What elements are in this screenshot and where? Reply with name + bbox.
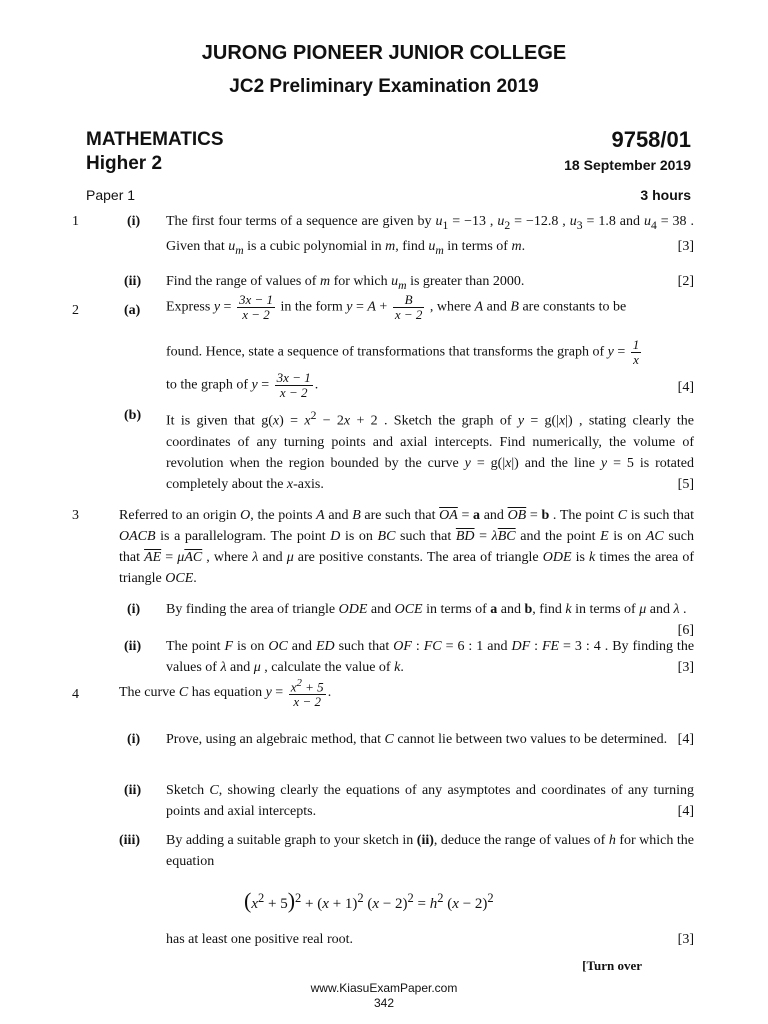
marks: [3] xyxy=(677,932,694,947)
question-text: to the graph of y = $\frac{3x - 1}{x - 2}$ . [4] xyxy=(166,370,694,400)
question-text-tail: has at least one positive real root. xyxy=(166,932,353,947)
question-text: Express y = $\frac{3x - 1}{x - 2}$ in the form y = A + $\frac{B}{x - 2}$ , where A and B are constants to be xyxy=(166,292,627,322)
question-text: The first four terms of a sequence are given by $u_1 = -13$ , $u_2 = -12.8$ , $u_3 = 1.8$ and $u_4 = 38$ . Given that $u_m$ is a cubic polynomial in m, find $u_m$ in terms of m. [3] xyxy=(166,214,694,257)
part-label: (b) xyxy=(124,408,142,423)
question-text xyxy=(166,929,694,950)
level: Higher 2 xyxy=(86,153,163,174)
question-text: The point F is on OC and ED such that OF : FC = 6 : 1 and DF : FE = 3 : 4 . By finding the values of λ and μ , calculate the value of k. [3] xyxy=(166,636,694,678)
subject: MATHEMATICS xyxy=(86,129,224,150)
school-name: JURONG PIONEER JUNIOR COLLEGE xyxy=(201,42,567,64)
turn-over: [Turn over xyxy=(582,958,642,973)
marks: [4] xyxy=(677,380,694,395)
question-text: By adding a suitable graph to your sketch in (ii), deduce the range of values of h for which the equation xyxy=(166,833,694,869)
part-label: (i) xyxy=(127,214,141,229)
part-label: (ii) xyxy=(124,783,142,798)
equation: $(x^2 + 5)^2 + (x + 1)^2$ $(x - 2)^2 = h^2$ $(x - 2)^2$ xyxy=(244,888,494,913)
page-number: 342 xyxy=(373,996,395,1010)
marks: [2] xyxy=(677,274,694,289)
question-number: 1 xyxy=(72,214,79,229)
paper-number: Paper 1 xyxy=(86,187,136,203)
marks: [4] xyxy=(677,732,694,747)
question-text: It is given that $g(x) = x^2 - 2x + 2$ . Sketch the graph of y = g(|x|) , stating clearly the coordinates of any turning points and axial intercepts. Find numerically, the volume of revolution when the region bounded by the curve y = g(|x|) and the line y = 5 is rotated completely about the x-axis. [5] xyxy=(166,405,694,495)
question-text: By finding the area of triangle ODE and OCE in terms of a and b, find k in terms of μ and λ . [6] xyxy=(166,599,694,641)
duration: 3 hours xyxy=(640,187,691,203)
question-text: Sketch C, showing clearly the equations of any asymptotes and coordinates of any turning points and axial intercepts. [4] xyxy=(166,780,694,822)
part-label: (ii) xyxy=(124,274,142,289)
question-text: Find the range of values of m for which $u_m$ is greater than 2000. [2] xyxy=(166,271,694,296)
question-text: Referred to an origin O, the points A and B are such that $\overline{OA} = a$ and $\overline{OB} = b$ . The point C is such that OACB is a parallelogram. The point D is on BC such that $\overline{BD} = \lambda\overline{BC}$ and the point E is on AC such that $\overline{AE} = \mu\overline{AC}$ , where λ and μ are positive constants. The area of triangle ODE is k times the area of triangle OCE. xyxy=(119,508,695,586)
question-number: 4 xyxy=(72,687,79,702)
marks: [3] xyxy=(677,238,694,254)
marks: [3] xyxy=(677,660,694,675)
exam-date: 18 September 2019 xyxy=(564,157,691,173)
paper-code: 9758/01 xyxy=(611,127,691,152)
marks: [6] xyxy=(677,623,694,638)
question-text: The curve C has equation y = $\frac{x^2 + 5}{x - 2}$ . xyxy=(119,677,332,710)
marks: [5] xyxy=(677,476,694,492)
website: www.KiasuExamPaper.com xyxy=(310,981,458,995)
marks: [4] xyxy=(677,804,694,819)
question-text: Prove, using an algebraic method, that C cannot lie between two values to be determined. [4] xyxy=(166,729,694,750)
part-label: (i) xyxy=(127,732,141,747)
part-label: (iii) xyxy=(119,833,140,848)
part-label: (ii) xyxy=(124,639,142,654)
part-label: (a) xyxy=(124,303,141,318)
question-text: found. Hence, state a sequence of transformations that transforms the graph of y = $\frac{1}{x}$ xyxy=(166,337,640,367)
exam-title: JC2 Preliminary Examination 2019 xyxy=(229,76,539,97)
question-number: 2 xyxy=(72,303,79,318)
question-number: 3 xyxy=(72,508,79,523)
part-label: (i) xyxy=(127,602,141,617)
